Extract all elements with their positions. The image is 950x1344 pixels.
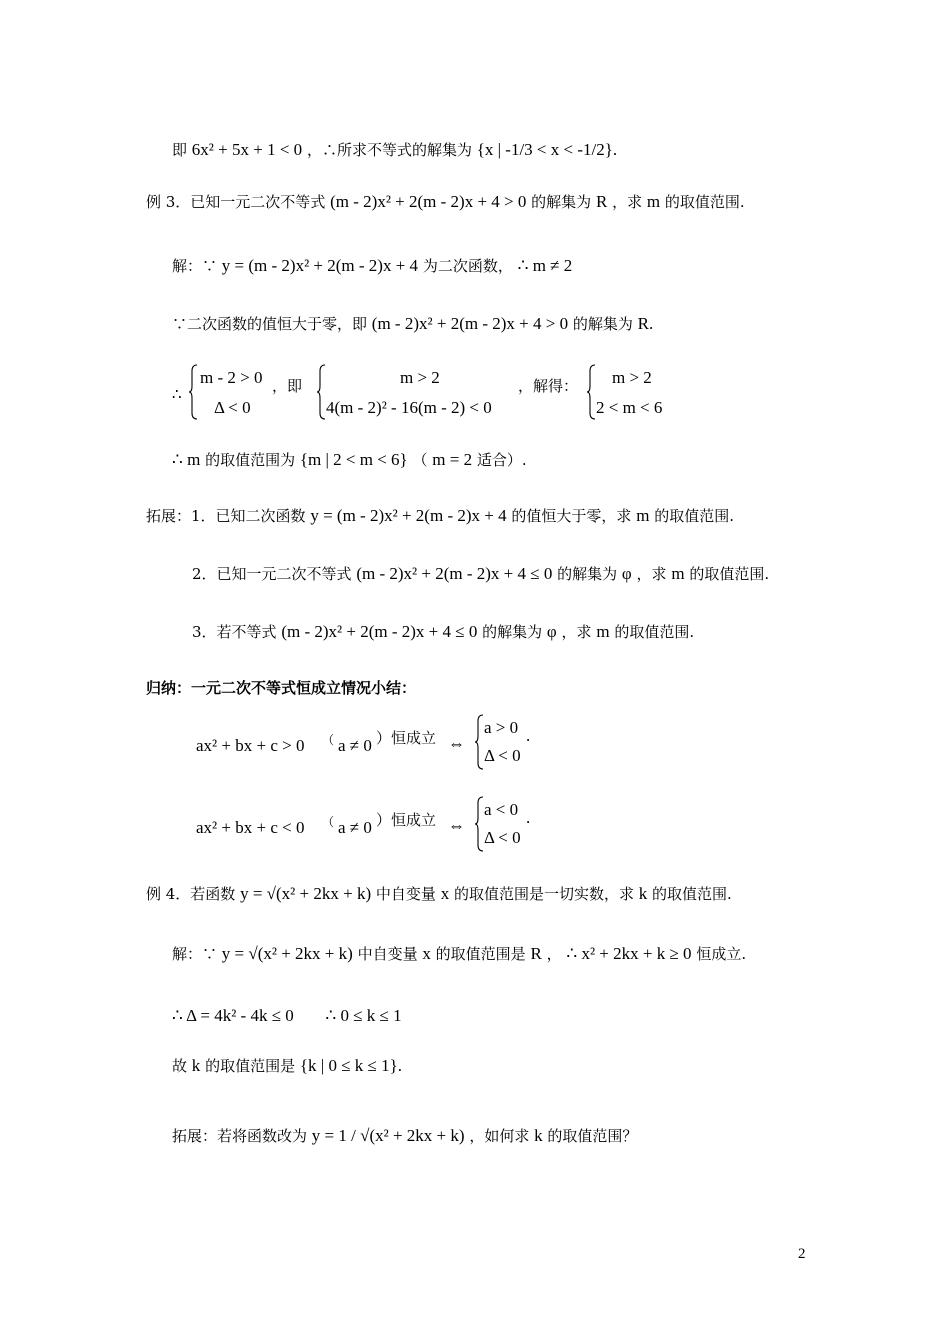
equivalence-symbol: ⇔	[448, 734, 465, 753]
inequality: (m - 2)x² + 2(m - 2)x + 4 > 0	[330, 192, 527, 211]
math-symbol: φ	[621, 564, 632, 583]
math-symbol: k	[638, 884, 648, 903]
math-symbol: m	[671, 564, 685, 583]
math-symbol: k	[534, 1126, 543, 1145]
text: 拓展：若将函数改为	[172, 1127, 308, 1145]
text: 的取值范围.	[614, 623, 695, 641]
text: 解：∵	[172, 945, 222, 963]
text: .	[526, 808, 531, 827]
inequality: ax² + bx + c > 0	[196, 736, 305, 755]
solution-set: {x | -1/3 < x < -1/2}.	[476, 140, 618, 159]
text: 的取值范围是一切实数，求	[453, 885, 634, 903]
inequality: ∴ 0 ≤ k ≤ 1	[325, 1006, 402, 1025]
left-brace	[474, 714, 484, 770]
solution-set: {k | 0 ≤ k ≤ 1}.	[299, 1056, 403, 1075]
text: 为二次函数，	[422, 257, 513, 275]
therefore-symbol: ∴	[172, 385, 182, 403]
condition: a < 0	[484, 800, 519, 819]
text: ）恒成立	[376, 729, 437, 747]
text-line	[172, 1006, 402, 1026]
solution-set: {m | 2 < m < 6}	[299, 450, 408, 469]
text: ，解得：	[518, 377, 579, 395]
text-line	[172, 1056, 402, 1076]
text: 解：∵	[172, 257, 222, 275]
math-symbol: x	[440, 884, 450, 903]
text-line	[172, 450, 527, 470]
condition: Δ < 0	[484, 828, 521, 847]
function: y = (m - 2)x² + 2(m - 2)x + 4	[221, 256, 419, 275]
text: ，求	[561, 623, 592, 641]
condition: ∴ m ≠ 2	[517, 256, 573, 275]
page-number: 2	[798, 1246, 806, 1262]
text: 中自变量	[375, 885, 436, 903]
function: y = √(x² + 2kx + k)	[221, 944, 353, 963]
text: ，即	[272, 377, 303, 395]
text: ，	[546, 945, 562, 963]
condition: Δ < 0	[484, 746, 521, 765]
text: 的取值范围.	[689, 565, 770, 583]
inequality: (m - 2)x² + 2(m - 2)x + 4 > 0	[371, 314, 569, 333]
math-symbol: m	[596, 622, 610, 641]
text: 例 3．已知一元二次不等式	[146, 193, 326, 211]
left-brace	[316, 364, 326, 420]
condition: Δ < 0	[214, 398, 251, 417]
condition: 4(m - 2)² - 16(m - 2) < 0	[326, 398, 492, 417]
example-4-line	[146, 884, 732, 904]
text: 的值恒大于零，求	[511, 507, 632, 525]
text: 归纳：一元二次不等式恒成立情况小结：	[146, 679, 417, 697]
left-brace	[474, 796, 484, 852]
math-symbol: R.	[637, 314, 654, 333]
text: 的取值范围？	[547, 1127, 638, 1145]
text: ，∴所求不等式的解集为	[306, 141, 472, 159]
math-symbol: x	[422, 944, 431, 963]
condition: a ≠ 0	[338, 736, 372, 755]
example-3-line	[146, 192, 745, 212]
extension-3-line	[192, 622, 694, 642]
math-symbol: m	[646, 192, 661, 211]
function: y = √(x² + 2kx + k)	[240, 884, 372, 903]
inequality: 6x² + 5x + 1 < 0	[191, 140, 303, 159]
function: y = 1 / √(x² + 2kx + k)	[311, 1126, 465, 1145]
text: 的取值范围是	[205, 1057, 296, 1075]
solution-line	[172, 256, 572, 276]
math-symbol: ∴ m	[172, 450, 201, 469]
text: ，求	[636, 565, 667, 583]
function: y = (m - 2)x² + 2(m - 2)x + 4	[310, 506, 507, 525]
extension-line	[172, 1126, 637, 1146]
equivalence-symbol: ⇔	[448, 816, 465, 835]
text: 的取值范围为	[205, 451, 296, 469]
math-symbol: R	[530, 944, 542, 963]
text: 中自变量	[357, 945, 418, 963]
text-line	[172, 140, 617, 160]
text: ∵二次函数的值恒大于零，即	[172, 315, 368, 333]
text: 的取值范围.	[664, 193, 745, 211]
condition: m > 2	[612, 368, 652, 387]
text: 故	[172, 1057, 188, 1075]
condition: m > 2	[400, 368, 440, 387]
inequality: ∴ x² + 2kx + k ≥ 0	[566, 944, 692, 963]
text: 即	[172, 141, 188, 159]
solution-line	[172, 944, 746, 964]
text: 例 4．若函数	[146, 885, 236, 903]
text: 的取值范围.	[654, 507, 734, 525]
text: 的取值范围是	[435, 945, 526, 963]
text: 适合）.	[476, 451, 527, 469]
text: 3．若不等式	[192, 623, 277, 641]
text: ）恒成立	[376, 811, 437, 829]
text: （	[412, 451, 428, 469]
summary-heading	[146, 678, 416, 698]
math-symbol: φ	[546, 622, 557, 641]
condition: m = 2	[432, 450, 473, 469]
left-brace	[188, 364, 198, 420]
condition: 2 < m < 6	[596, 398, 663, 417]
text: 的解集为	[572, 315, 633, 333]
text: 的解集为	[531, 193, 592, 211]
math-symbol: k	[191, 1056, 201, 1075]
inequality: ax² + bx + c < 0	[196, 818, 305, 837]
math-symbol: R	[595, 192, 608, 211]
text: 的取值范围.	[652, 885, 732, 903]
condition: m - 2 > 0	[200, 368, 263, 387]
text: ，如何求	[469, 1127, 530, 1145]
inequality: (m - 2)x² + 2(m - 2)x + 4 ≤ 0	[356, 564, 553, 583]
left-brace	[586, 364, 596, 420]
text: ，求	[612, 193, 643, 211]
inequality: (m - 2)x² + 2(m - 2)x + 4 ≤ 0	[281, 622, 478, 641]
math-symbol: m	[636, 506, 650, 525]
text-line	[172, 314, 653, 334]
text: 恒成立.	[696, 945, 747, 963]
condition: a ≠ 0	[338, 818, 372, 837]
condition: a > 0	[484, 718, 519, 737]
text: 2．已知一元二次不等式	[192, 565, 352, 583]
inequality: ∴ Δ = 4k² - 4k ≤ 0	[172, 1006, 294, 1025]
text: 拓展：1．已知二次函数	[146, 507, 306, 525]
text: 的解集为	[482, 623, 543, 641]
extension-1-line	[146, 506, 734, 526]
text: （	[322, 733, 335, 747]
text: （	[322, 815, 335, 829]
extension-2-line	[192, 564, 769, 584]
text: .	[526, 726, 531, 745]
text: 的解集为	[557, 565, 618, 583]
